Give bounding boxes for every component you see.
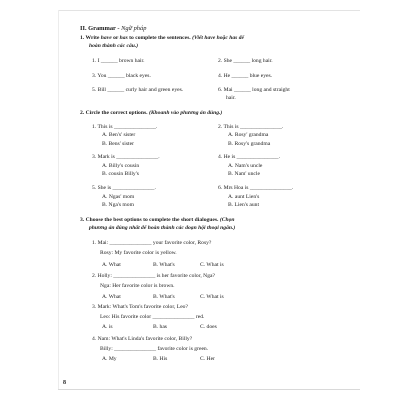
ex1-item-4: 4. He ______ blue eyes. bbox=[218, 73, 273, 79]
ex3-instr: Choose the best options to complete the short dialogues. bbox=[85, 217, 219, 223]
ex2-q1-b: B. Bens' sister bbox=[102, 141, 134, 147]
ex3-d1-line1: 1. Mai: _______________ your favorite color, Rosy? bbox=[92, 240, 212, 246]
ex3-d2-opt-c: C. What is bbox=[200, 294, 224, 300]
ex3-instruction bbox=[80, 217, 235, 224]
ex1-instr-or: or bbox=[111, 35, 120, 41]
ex1-item-1: 1. I ______ brown hair. bbox=[92, 58, 145, 64]
ex3-instr-vi-1: (Chọn bbox=[219, 217, 235, 223]
page-left-edge bbox=[58, 10, 59, 390]
ex3-d4-line1: 4. Nam: What's Linda's favorite color, Billy? bbox=[92, 336, 193, 342]
ex2-q6-a: A. aunt Lien's bbox=[228, 194, 260, 200]
ex3-d3-opt-a: A. is bbox=[102, 324, 113, 330]
ex1-word-has: has bbox=[119, 35, 128, 41]
ex2-instruction bbox=[80, 110, 222, 117]
ex2-q5-a: A. Ngas' mom bbox=[102, 194, 135, 200]
ex3-d4-line2: Billy: _______________ favorite color is green. bbox=[100, 346, 209, 352]
ex1-instr-a: Write bbox=[85, 35, 101, 41]
ex1-item-3: 3. You ______ black eyes. bbox=[92, 73, 151, 79]
ex3-d1-line2: Rosy: My favorite color is yellow. bbox=[100, 250, 177, 256]
ex2-number: 2. bbox=[80, 110, 85, 116]
ex3-d4-opt-a: A. My bbox=[102, 356, 117, 362]
ex1-item-2: 2. She ______ long hair. bbox=[218, 58, 273, 64]
ex3-d1-opt-a: A. What bbox=[102, 262, 121, 268]
ex3-d4-opt-c: C. Her bbox=[200, 356, 215, 362]
ex2-q4-a: A. Nam's uncle bbox=[228, 163, 263, 169]
ex3-d3-line2: Leo: His favorite color _______________ red. bbox=[100, 314, 205, 320]
ex2-instr: Circle the correct options. bbox=[85, 110, 148, 116]
ex2-instr-vi: (Khoanh vào phương án đúng.) bbox=[148, 110, 223, 116]
page-top-edge bbox=[58, 10, 360, 11]
section-title bbox=[80, 25, 146, 32]
ex3-number: 3. bbox=[80, 217, 85, 223]
ex2-q1-stem: 1. This is _______________. bbox=[92, 124, 158, 130]
ex3-d2-line2: Nga: Her favorite color is brown. bbox=[100, 283, 175, 289]
ex2-q3-b: B. cousin Billy's bbox=[102, 171, 139, 177]
ex1-item-6: 6. Mai ______ long and straight bbox=[218, 87, 290, 93]
ex2-q2-stem: 2. This is _______________. bbox=[218, 124, 284, 130]
ex3-d1-opt-c: C. What is bbox=[200, 262, 224, 268]
ex1-word-have: have bbox=[100, 35, 112, 41]
ex2-q2-a: A. Rosy' grandma bbox=[228, 132, 269, 138]
ex2-q3-stem: 3. Mark is _______________. bbox=[92, 154, 160, 160]
ex1-item-5: 5. Bill ______ curly hair and green eyes. bbox=[92, 87, 184, 93]
ex3-d2-line1: 2. Holly: _______________ is her favorite color, Nga? bbox=[92, 273, 215, 279]
ex3-d2-opt-a: A. What bbox=[102, 294, 121, 300]
ex3-d3-opt-c: C. does bbox=[200, 324, 217, 330]
ex3-instr-vi-2: phương án đúng nhất để hoàn thành các đoạn hội thoại ngắn.) bbox=[89, 225, 236, 231]
ex1-item-6-cont: hair. bbox=[226, 95, 236, 101]
ex1-instruction bbox=[80, 35, 244, 42]
ex3-d3-opt-b: B. has bbox=[153, 324, 167, 330]
ex2-q2-b: B. Rosy's grandma bbox=[228, 141, 271, 147]
ex2-q4-b: B. Nam' uncle bbox=[228, 171, 260, 177]
ex3-d1-opt-b: B. What's bbox=[153, 262, 175, 268]
ex1-number: 1. bbox=[80, 35, 85, 41]
page-number: 8 bbox=[63, 380, 66, 386]
ex3-d4-opt-b: B. His bbox=[153, 356, 168, 362]
ex3-d2-opt-b: B. What's bbox=[153, 294, 175, 300]
ex2-q5-b: B. Nga's mom bbox=[102, 202, 134, 208]
ex2-q1-a: A. Ben's' sister bbox=[102, 132, 136, 138]
ex1-instr-vi-2: hoàn thành các câu.) bbox=[89, 43, 139, 49]
page-bottom-edge bbox=[58, 389, 360, 390]
ex2-q5-stem: 5. She is _______________. bbox=[92, 185, 156, 191]
section-title-prefix: II. Grammar - bbox=[80, 25, 122, 32]
ex2-q4-stem: 4. He is _______________. bbox=[218, 154, 280, 160]
ex1-instr-b: to complete the sentences. bbox=[127, 35, 191, 41]
ex3-d3-line1: 3. Mark: What's Tom's favorite color, Leo? bbox=[92, 304, 188, 310]
ex2-q3-a: A. Billy's cousin bbox=[102, 163, 140, 169]
ex1-instr-vi-1: (Viết have hoặc has để bbox=[192, 35, 244, 41]
ex2-q6-b: B. Lien's aunt bbox=[228, 202, 259, 208]
ex2-q6-stem: 6. Mrs Hoa is _______________. bbox=[218, 185, 294, 191]
section-title-vi: Ngữ pháp bbox=[121, 25, 147, 32]
